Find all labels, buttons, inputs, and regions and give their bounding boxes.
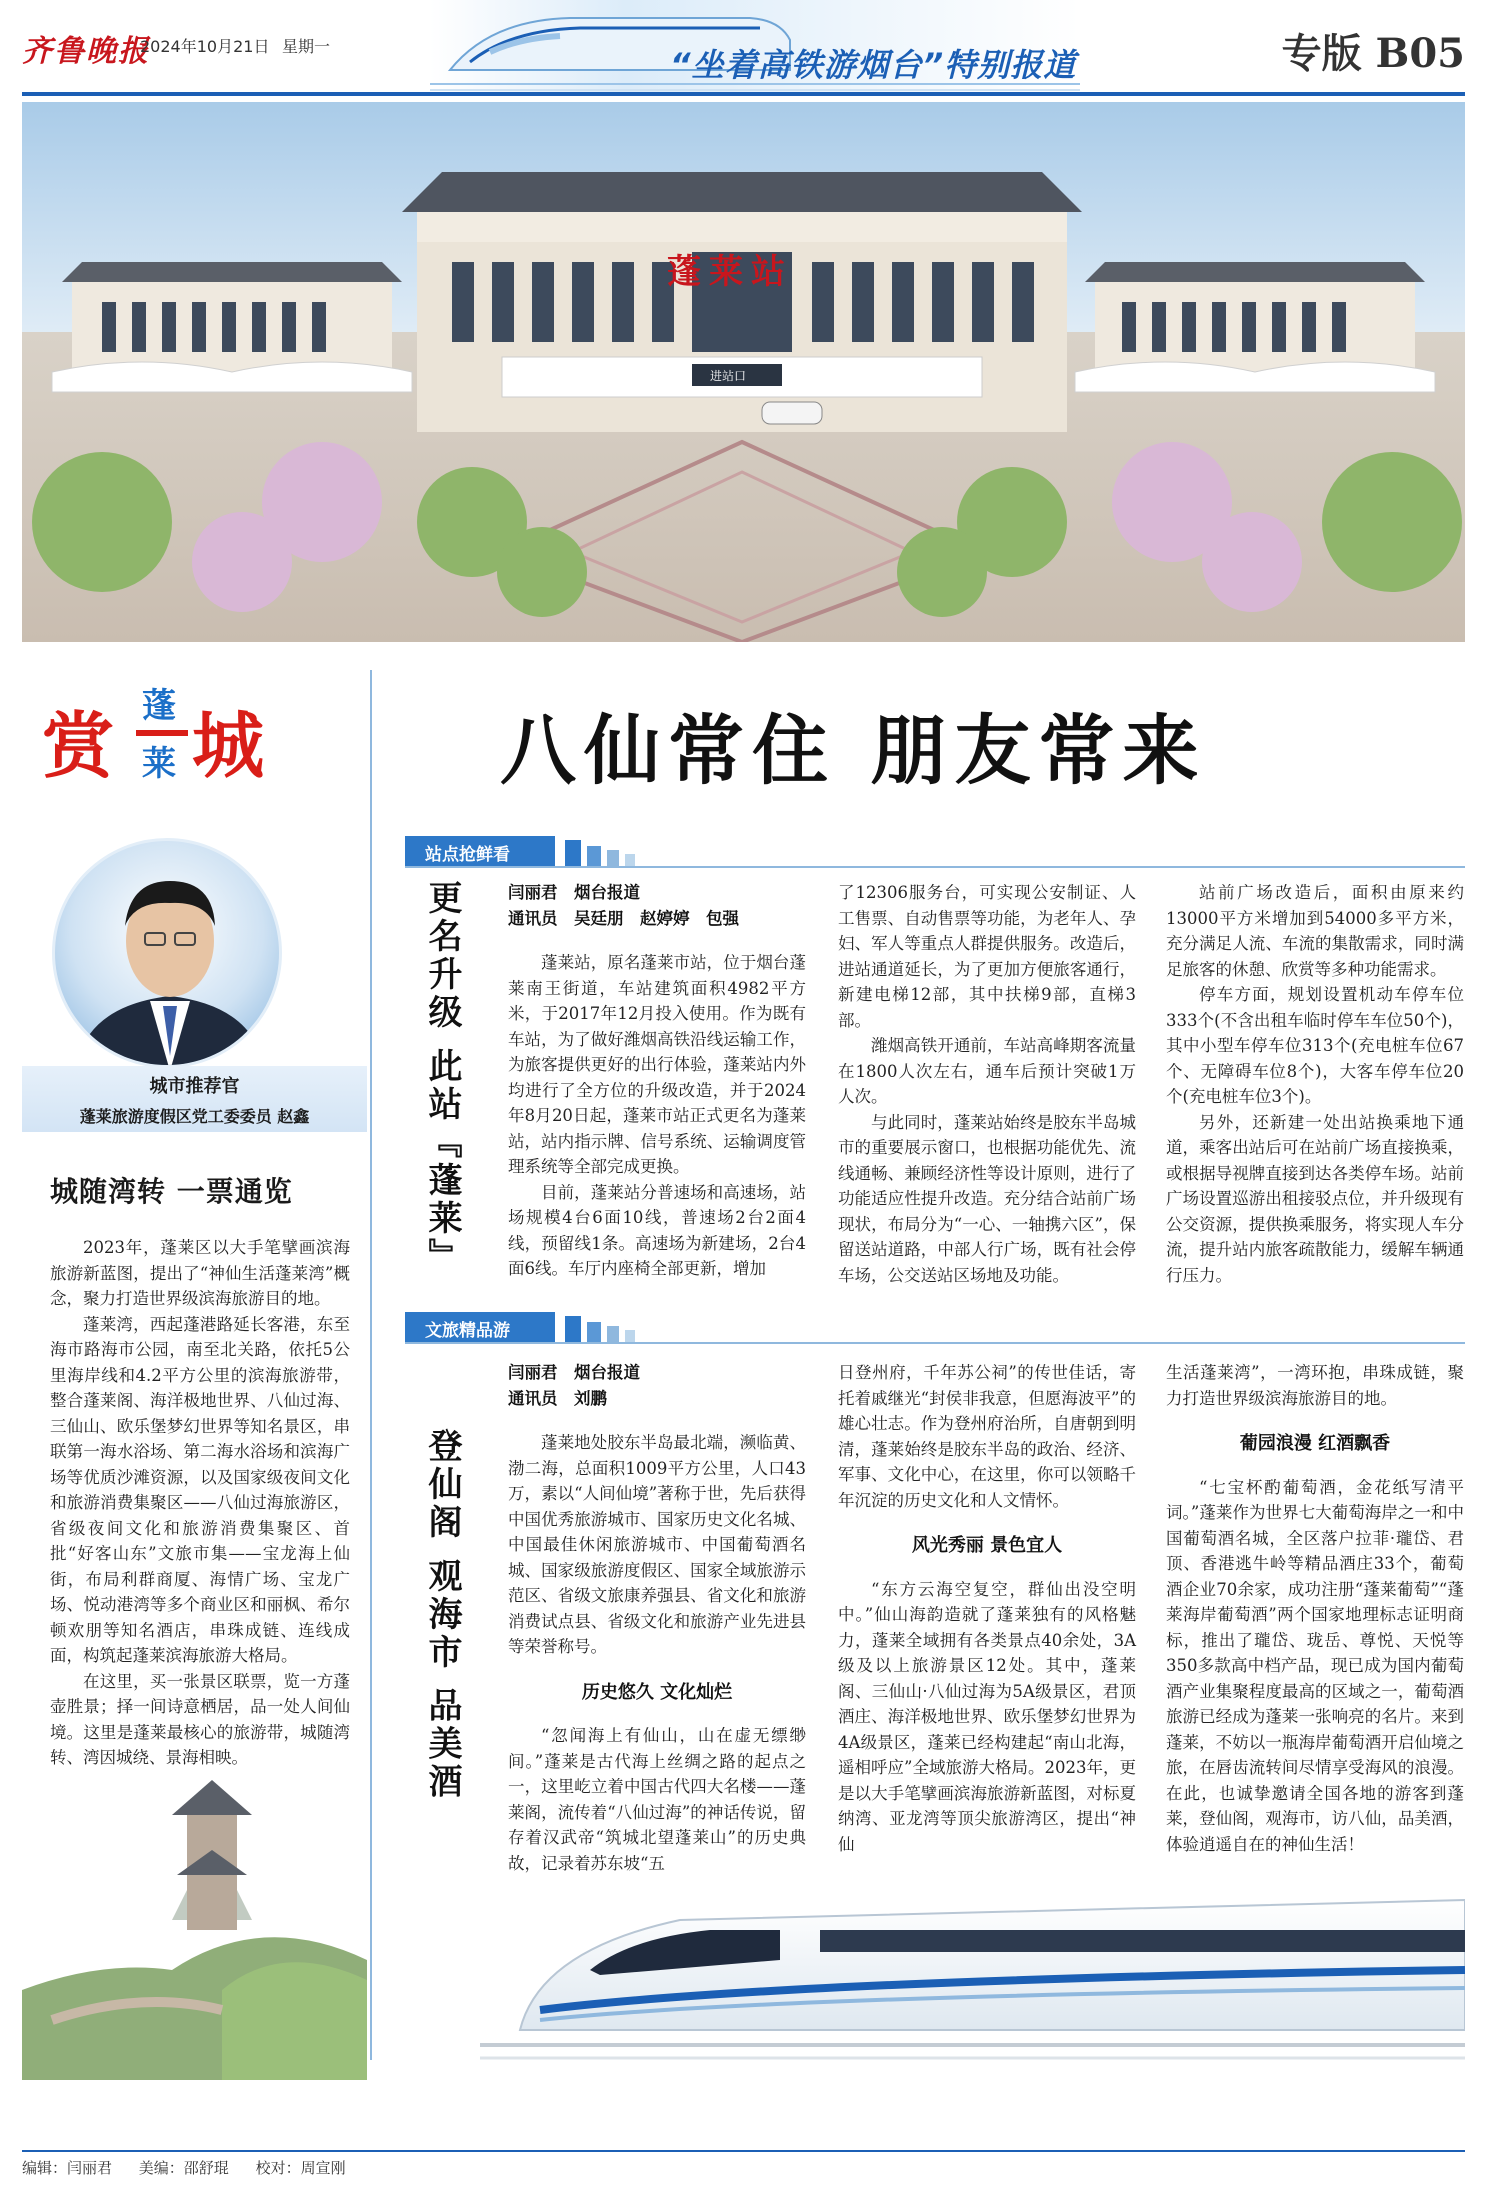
person-portrait-icon <box>55 841 282 1068</box>
article-paragraph: “东方云海空复空，群仙出没空明中。”仙山海韵造就了蓬莱独有的风格魅力，蓬莱全域拥有各类景点40余处，3A级及以上旅游景区12处。其中，蓬莱阁、三仙山·八仙过海为5A级景区，君顶酒庄、海洋极地世界、欧乐堡梦幻世界为4A级景区，蓬莱已经构建起“南山北海，遥相呼应”全域旅游大格局。2023年，更是以大手笔擘画滨海旅游新蓝图，对标夏纳湾、亚龙湾等顶尖旅游湾区，提出“神仙 <box>838 1579 1136 1854</box>
page-title: 八仙常住 朋友常来 <box>500 706 1207 795</box>
section2-column-2 <box>838 1360 1136 1857</box>
column-logo-char-2: 蓬 <box>142 686 176 726</box>
station-sign: 蓬莱站 <box>667 252 793 292</box>
column-logo-char-1: 赏 <box>42 703 115 788</box>
sidebar-paragraph: 在这里，买一张景区联票，览一方蓬壶胜景；择一间诗意栖居，品一处人间仙境。这里是蓬莱最核心的旅游带，城随湾转、湾因城绕、景海相映。 <box>50 1671 350 1767</box>
article-paragraph: “忽闻海上有仙山，山在虚无缥缈间。”蓬莱是古代海上丝绸之路的起点之一，这里屹立着中国古代四大名楼——蓬莱阁，流传着“八仙过海”的神话传说，留存着汉武帝“筑城北望蓬莱山”的历史典故，记录着苏东坡“五 <box>508 1726 806 1873</box>
recommender-caption <box>22 1066 367 1132</box>
recommender-title: 城市推荐官 <box>149 1076 240 1097</box>
entrance-sign: 进站口 <box>710 369 747 383</box>
section-tab-tourism: 文旅精品游 <box>405 1312 555 1342</box>
publication-weekday: 星期一 <box>282 37 331 56</box>
section1-headline: 更名升级 此站『蓬莱』 <box>422 880 462 1276</box>
penglai-pavilion-illustration <box>22 1660 367 2080</box>
article-paragraph: 潍烟高铁开通前，车站高峰期客流量在1800人次左右，通车后预计突破1万人次。 <box>838 1036 1136 1106</box>
section1-byline: 闫丽君 烟台报道 通讯员 吴廷朋 赵婷婷 包强 <box>508 883 739 928</box>
footer-designer: 美编：邵舒琨 <box>138 2159 229 2177</box>
publication-date: 2024年10月21日 <box>140 37 270 56</box>
article-paragraph: 蓬莱地处胶东半岛最北端，濒临黄、渤二海，总面积1009平方公里，人口43万，素以“人间仙境”著称于世，先后获得中国优秀旅游城市、国家历史文化名城、中国最佳休闲旅游城市、中国葡萄酒名城、国家级旅游度假区、国家全域旅游示范区、省级文旅康养强县、省文化和旅游消费试点县、省级文化和旅游产业先进县等荣誉称号。 <box>508 1433 806 1656</box>
article-subhead: 历史悠久 文化灿烂 <box>581 1681 733 1703</box>
recommender-name: 蓬莱旅游度假区党工委委员 赵鑫 <box>79 1107 310 1126</box>
section-label: 专版 B05 <box>1281 30 1465 77</box>
paper-name: 齐鲁晚报 <box>22 34 150 69</box>
footer-credits <box>22 2157 368 2178</box>
section2-byline: 闫丽君 烟台报道 通讯员 刘鹏 <box>508 1363 640 1408</box>
footer-rule <box>22 2150 1465 2152</box>
section-header-station <box>405 836 1465 866</box>
footer-proofreader: 校对：周宣刚 <box>255 2159 346 2177</box>
masthead <box>0 0 1487 98</box>
column-divider <box>370 670 372 2060</box>
article-subhead: 风光秀丽 景色宜人 <box>911 1535 1063 1556</box>
banner-title: “坐着高铁游烟台”特别报道 <box>670 46 1077 84</box>
footer-editor: 编辑：闫丽君 <box>22 2159 113 2177</box>
article-paragraph: 目前，蓬莱站分普速场和高速场，站场规模4台6面10线，普速场2台2面4线，预留线1条。高速场为新建场，2台4面6线。车厅内座椅全部更新，增加 <box>508 1182 806 1278</box>
article-paragraph: 生活蓬莱湾”，一湾环抱，串珠成链，聚力打造世界级滨海旅游目的地。 <box>1166 1363 1464 1408</box>
section-tab-station: 站点抢鲜看 <box>405 836 555 866</box>
article-paragraph: 停车方面，规划设置机动车停车位333个(不含出租车临时停车车位50个)，其中小型车停车位313个(充电桩车位67个、无障碍车位8个)，大客车停车位20个(充电桩车位3个)。 <box>1166 985 1464 1106</box>
column-logo <box>42 670 362 790</box>
article-paragraph: 与此同时，蓬莱站始终是胶东半岛城市的重要展示窗口，也根据功能优先、流线通畅、兼顾经济性等设计原则，进行了功能适应性提升改造。充分结合站前广场现状，布局分为“一心、一轴携六区”，保留送站道路，中部人行广场，既有社会停车场，公交送站区场地及功能。 <box>838 1112 1136 1285</box>
sidebar-headline: 城随湾转 一票通览 <box>50 1175 293 1208</box>
avatar <box>52 838 282 1068</box>
section1-column-1 <box>508 880 806 1282</box>
article-paragraph: “七宝杯酌葡萄酒，金花纸写清平词。”蓬莱作为世界七大葡萄海岸之一和中国葡萄酒名城，全区落户拉菲·瓏岱、君顶、香港逃牛岭等精品酒庄33个，葡萄酒企业70余家，成功注册“蓬莱葡萄”“蓬莱海岸葡萄酒”两个国家地理标志证明商标，推出了瓏岱、珑岳、尊悦、天悦等350多款高中档产品，现已成为国内葡萄酒产业集聚程度最高的区域之一，葡萄酒旅游已经成为蓬莱一张响亮的名片。来到蓬莱，不妨以一瓶海岸葡萄酒开启仙境之旅，在唇齿流转间尽情享受海风的浪漫。在此，也诚挚邀请全国各地的游客到蓬莱，登仙阁，观海市，访八仙，品美酒，体验逍遥自在的神仙生活！ <box>1166 1477 1464 1854</box>
section-tab-decoration <box>555 1312 1465 1342</box>
article-paragraph: 另外，还新建一处出站换乘地下通道，乘客出站后可在站前广场直接换乘，或根据导视牌直接到达各类停车场。站前广场设置巡游出租接驳点位，并升级现有公交资源，提供换乘服务，将实现人车分流，提升站内旅客疏散能力，缓解车辆通行压力。 <box>1166 1112 1464 1285</box>
sidebar-paragraph: 2023年，蓬莱区以大手笔擘画滨海旅游新蓝图，提出了“神仙生活蓬莱湾”概念，聚力打造世界级滨海旅游目的地。 <box>50 1238 350 1308</box>
section1-column-2 <box>838 880 1136 1288</box>
section2-column-1 <box>508 1360 806 1876</box>
article-paragraph: 日登州府，千年苏公祠”的传世佳话，寄托着戚继光“封侯非我意，但愿海波平”的雄心壮志。作为登州府治所，自唐朝到明清，蓬莱始终是胶东半岛的政治、经济、军事、文化中心，在这里，你可以领略千年沉淀的历史文化和人文情怀。 <box>838 1363 1136 1510</box>
section2-column-3 <box>1166 1360 1464 1857</box>
column-logo-char-4: 城 <box>192 703 265 788</box>
article-subhead: 葡园浪漫 红酒飘香 <box>1239 1433 1391 1454</box>
recommender-portrait <box>22 838 367 1088</box>
station-hero-image <box>22 102 1465 642</box>
section2-headline: 登仙阁 观海市 品美酒 <box>422 1428 462 1802</box>
article-paragraph: 蓬莱站，原名蓬莱市站，位于烟台蓬莱南王街道，车站建筑面积4982平方米，于2017年12月投入使用。作为既有车站，为了做好潍烟高铁沿线运输工作，为旅客提供更好的出行体验，蓬莱站内外均进行了全方位的升级改造，并于2024年8月20日起，蓬莱市站正式更名为蓬莱站，站内指示牌、信号系统、运输调度管理系统等全部完成更换。 <box>508 953 806 1176</box>
sidebar-paragraph: 蓬莱湾，西起蓬港路延长客港，东至海市路海市公园，南至北关路，依托5公里海岸线和4.2平方公里的滨海旅游带，整合蓬莱阁、海洋极地世界、八仙过海、三仙山、欧乐堡梦幻世界等知名景区，串联第一海水浴场、第二海水浴场和滨海广场等优质沙滩资源，以及国家级夜间文化和旅游消费集聚区——八仙过海旅游区，省级夜间文化和旅游消费集聚区、首批“好客山东”文旅市集——宝龙海上仙街，布局利群商厦、海情广场、宝龙广场、悦动港湾等多个商业区和丽枫、希尔顿欢朋等知名酒店，串珠成链、连线成面，构筑起蓬莱滨海旅游大格局。 <box>50 1314 350 1665</box>
article-paragraph: 站前广场改造后，面积由原来约13000平方米增加到54000多平方米，充分满足人流、车流的集散需求，同时满足旅客的休憩、欣赏等多种功能需求。 <box>1166 883 1464 979</box>
section-tab-decoration <box>555 836 1465 866</box>
high-speed-train-illustration <box>480 1830 1465 2070</box>
sidebar-column <box>22 660 367 2160</box>
section1-column-3 <box>1166 880 1464 1288</box>
section-header-tourism <box>405 1312 1465 1342</box>
column-logo-char-3: 莱 <box>142 744 176 784</box>
masthead-rule <box>22 92 1465 96</box>
article-paragraph: 了12306服务台，可实现公安制证、人工售票、自动售票等功能，为老年人、孕妇、军人等重点人群提供服务。改造后，进站通道延长，为了更加方便旅客通行，新建电梯12部，其中扶梯9部，直梯3部。 <box>838 883 1136 1030</box>
